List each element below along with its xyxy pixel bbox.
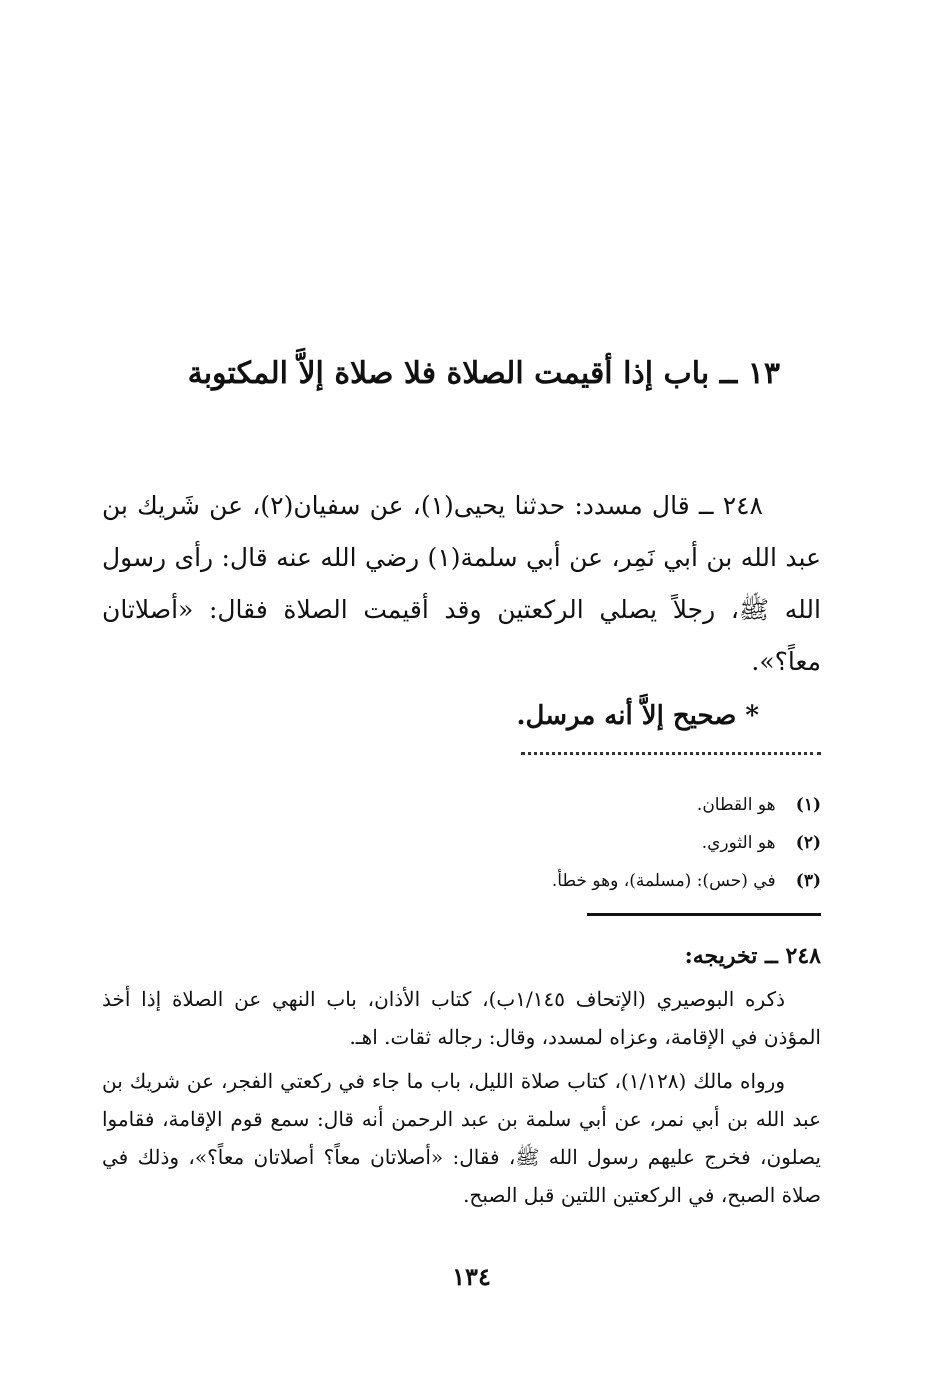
takhrij-title: ٢٤٨ ــ تخريجه: bbox=[684, 943, 821, 969]
footnote-item bbox=[300, 824, 821, 862]
takhrij-paragraph: ذكره البوصيري (الإتحاف ١/١٤٥ب)، كتاب الأذان، باب النهي عن الصلاة إذا أخذ المؤذن في الإقامة، وعزاه لمسدد، وقال: رجاله ثقات. اهـ. bbox=[102, 987, 821, 1049]
hadith-text: ٢٤٨ ــ قال مسدد: حدثنا يحيى(١)، عن سفيان(٢)، عن شَريك بن عبد الله بن أبي نَمِر، عن أبي سلمة(١) رضي الله عنه قال: رأى رسول الله ﷺ، رجلاً يصلي الركعتين وقد أقيمت الصلاة فقال: «أصلاتان معاً؟». bbox=[102, 491, 821, 676]
footnote-item bbox=[300, 862, 821, 900]
chapter-title: ١٣ ــ باب إذا أقيمت الصلاة فلا صلاة إلاَّ المكتوبة bbox=[187, 356, 780, 391]
footnotes bbox=[300, 786, 821, 900]
page-number: ١٣٤ bbox=[452, 1262, 491, 1291]
footnote-item bbox=[300, 786, 821, 824]
takhrij-separator-rule bbox=[587, 913, 821, 916]
hadith-text-block bbox=[102, 480, 821, 688]
footnote-number: (٣) bbox=[795, 871, 821, 891]
footnote-number: (٢) bbox=[795, 833, 821, 853]
hadith-verdict: * صحيح إلاَّ أنه مرسل. bbox=[516, 701, 759, 731]
footnote-separator-dots bbox=[521, 752, 821, 755]
footnote-text: في (حس): (مسلمة)، وهو خطأ. bbox=[551, 871, 776, 891]
footnote-text: هو الثوري. bbox=[701, 833, 776, 853]
takhrij-body bbox=[102, 980, 821, 1220]
footnote-text: هو القطان. bbox=[696, 795, 776, 815]
footnote-number: (١) bbox=[795, 795, 821, 815]
takhrij-paragraph: ورواه مالك (١/١٢٨)، كتاب صلاة الليل، باب ما جاء في ركعتي الفجر، عن شريك بن عبد الله بن أبي نمر، عن أبي سلمة بن عبد الرحمن أنه قال: سمع قوم الإقامة، فقاموا يصلون، فخرج عليهم رسول الله ﷺ، فقال: «أصلاتان معاً؟ أصلاتان معاً؟»، وذلك في صلاة الصبح، في الركعتين اللتين قبل الصبح. bbox=[102, 1069, 821, 1207]
